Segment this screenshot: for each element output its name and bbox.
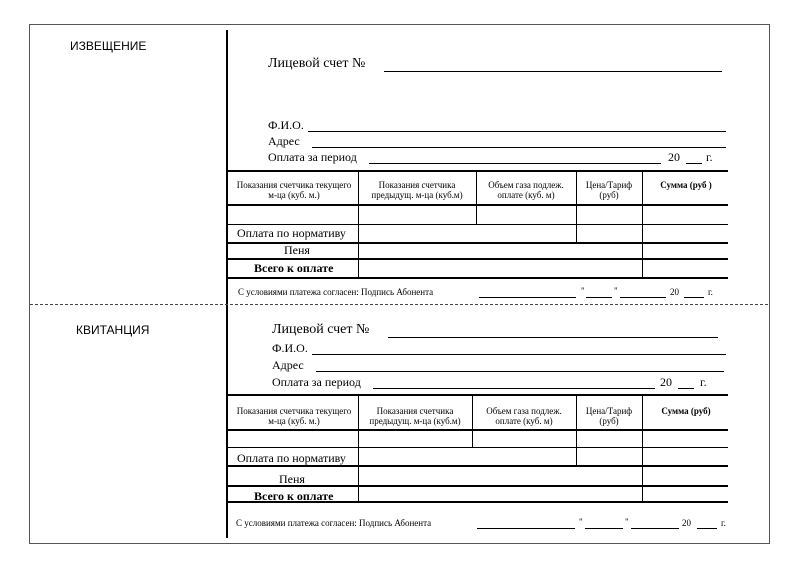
header-current-reading: Показания счетчика текущего м-ца (куб. м.) <box>236 180 352 200</box>
row-penalty: Пеня <box>279 472 305 486</box>
account-number-field[interactable] <box>384 71 722 72</box>
fio-field[interactable] <box>308 131 726 132</box>
quote-open: " <box>581 286 585 296</box>
row-norm-payment: Оплата по нормативу <box>237 226 346 240</box>
account-label: Лицевой счет № <box>272 322 370 337</box>
header-previous-reading: Показания счетчика предыдущ. м-ца (куб.м) <box>371 180 463 200</box>
header-price-tariff: Цена/Тариф (руб) <box>585 180 633 200</box>
account-label: Лицевой счет № <box>268 56 366 71</box>
address-label: Адрес <box>268 134 300 148</box>
year-label: 20 <box>660 375 672 389</box>
year-suffix: г. <box>706 150 713 164</box>
table-column-line <box>576 395 577 466</box>
header-previous-reading: Показания счетчика предыдущ. м-ца (куб.м) <box>369 406 461 426</box>
table-column-line <box>576 171 577 243</box>
fio-label: Ф.И.О. <box>272 341 308 355</box>
quote-open: " <box>579 517 583 527</box>
cut-line <box>30 304 768 305</box>
header-price-tariff: Цена/Тариф (руб) <box>585 406 633 426</box>
row-penalty: Пеня <box>284 243 310 257</box>
table-column-line <box>476 171 477 225</box>
table-row-line <box>228 447 728 448</box>
sign-year-suffix: г. <box>708 287 713 297</box>
header-gas-volume: Объем газа подлеж. оплате (куб. м) <box>486 406 562 426</box>
fio-field[interactable] <box>312 354 726 355</box>
sign-year-field[interactable] <box>684 297 704 298</box>
table-column-line <box>472 395 473 448</box>
table-top-border <box>228 394 728 396</box>
month-field[interactable] <box>620 297 666 298</box>
sign-year-field[interactable] <box>697 528 717 529</box>
period-label: Оплата за период <box>268 150 357 164</box>
table-bottom-border <box>228 277 728 279</box>
notice-stub-label: ИЗВЕЩЕНИЕ <box>70 39 147 53</box>
table-column-line <box>358 171 359 278</box>
header-gas-volume: Объем газа подлеж. оплате (куб. м) <box>488 180 564 200</box>
sign-year-label: 20 <box>682 518 691 528</box>
address-field[interactable] <box>316 371 724 372</box>
receipt-stub-label: КВИТАНЦИЯ <box>76 323 150 337</box>
stub-divider <box>226 30 228 538</box>
account-number-field[interactable] <box>388 337 718 338</box>
agreement-text: С условиями платежа согласен: Подпись Абонента <box>238 287 434 297</box>
signature-field[interactable] <box>477 528 575 529</box>
table-header-bottom <box>228 204 728 206</box>
row-norm-payment: Оплата по нормативу <box>237 451 346 465</box>
quote-close: " <box>625 517 629 527</box>
header-current-reading: Показания счетчика текущего м-ца (куб. м.) <box>236 406 352 426</box>
quote-close: " <box>614 286 618 296</box>
period-field[interactable] <box>373 388 655 389</box>
sign-year-suffix: г. <box>721 518 726 528</box>
year-field[interactable] <box>678 388 694 389</box>
table-column-line <box>358 395 359 502</box>
table-row-line <box>228 224 728 225</box>
agreement-text: С условиями платежа согласен: Подпись Абонента <box>236 518 432 528</box>
day-field[interactable] <box>585 528 623 529</box>
day-field[interactable] <box>586 297 612 298</box>
table-column-line <box>642 171 643 278</box>
year-label: 20 <box>668 150 680 164</box>
month-field[interactable] <box>631 528 679 529</box>
fio-label: Ф.И.О. <box>268 118 304 132</box>
table-header-bottom <box>228 429 728 431</box>
period-label: Оплата за период <box>272 375 361 389</box>
sign-year-label: 20 <box>670 287 679 297</box>
period-field[interactable] <box>369 163 661 164</box>
signature-field[interactable] <box>479 297 576 298</box>
year-suffix: г. <box>700 375 707 389</box>
year-field[interactable] <box>686 163 702 164</box>
row-total: Всего к оплате <box>254 489 334 503</box>
address-label: Адрес <box>272 358 304 372</box>
row-total: Всего к оплате <box>254 261 334 275</box>
header-sum: Сумма (руб ) <box>660 180 712 190</box>
header-sum: Сумма (руб) <box>661 406 711 416</box>
table-column-line <box>642 395 643 502</box>
table-row-line <box>228 258 728 260</box>
table-top-border <box>228 170 728 172</box>
address-field[interactable] <box>312 147 726 148</box>
